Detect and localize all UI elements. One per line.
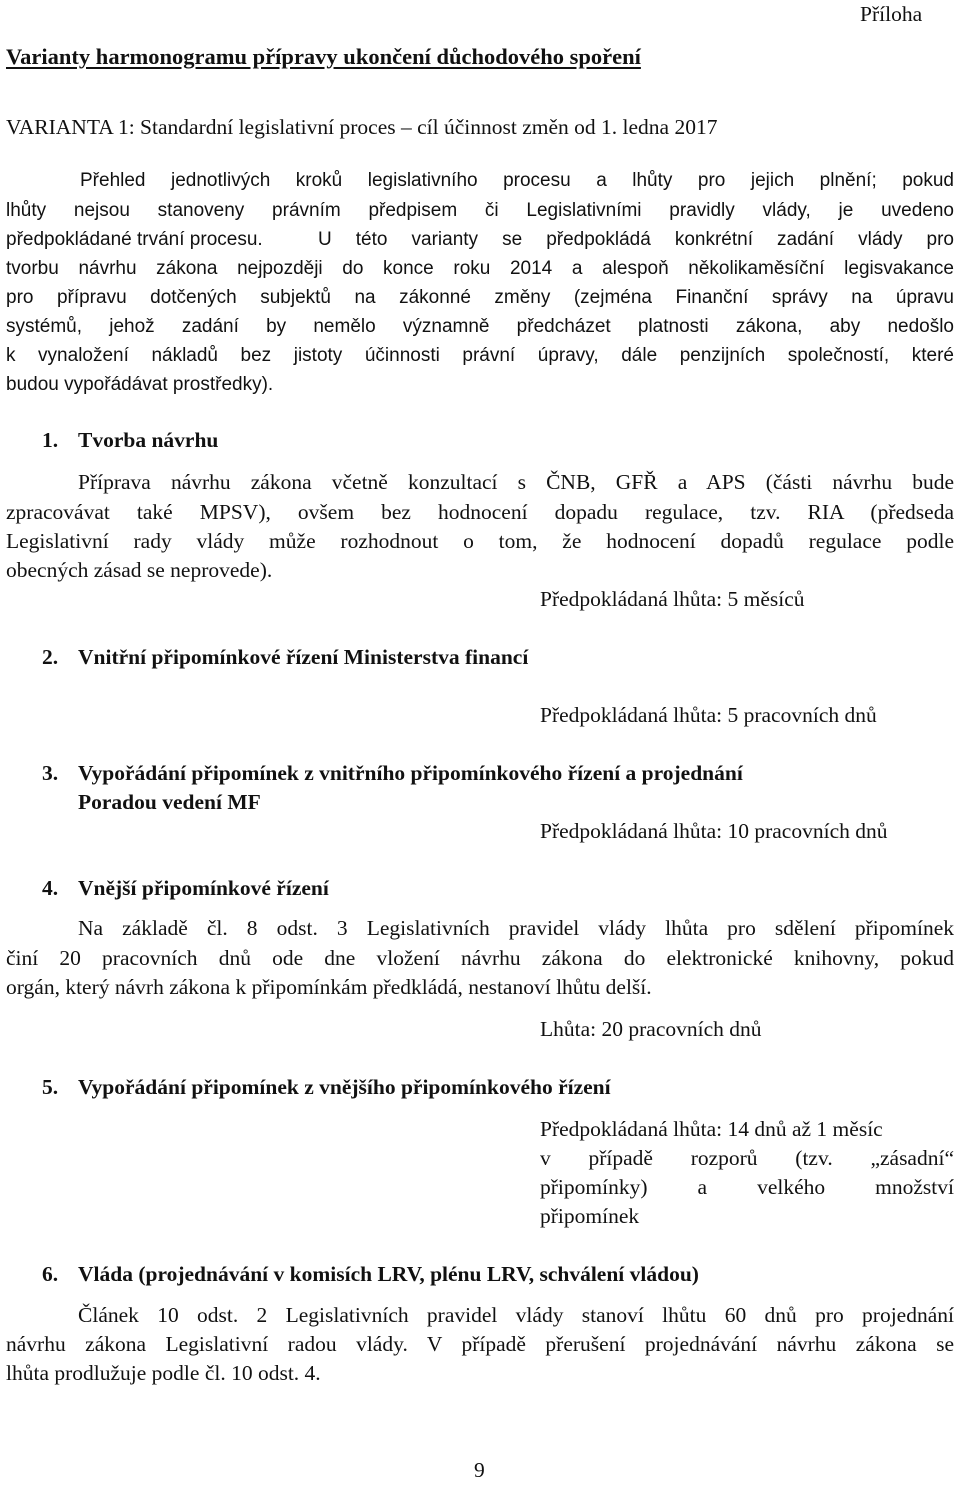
- step-body-line: Legislativní rady vlády může rozhodnout o tom, že hodnocení dopadů regulace podle: [6, 529, 954, 553]
- step-body-line: činí 20 pracovních dnů ode dne vložení návrhu zákona do elektronické knihovny, pokud: [6, 946, 954, 970]
- step-body-line: obecných zásad se neprovede).: [6, 558, 273, 582]
- step-deadline: v případě rozporů (tzv. „zásadní“: [540, 1146, 954, 1170]
- intro-line: systémů, jehož zadání by nemělo významně předcházet platnosti zákona, aby nedošlo: [6, 316, 954, 337]
- intro-line: lhůty nejsou stanoveny právním předpisem či Legislativními pravidly vlády, je uvedeno: [6, 200, 954, 221]
- variant-heading: VARIANTA 1: Standardní legislativní proces – cíl účinnost změn od 1. ledna 2017: [6, 115, 718, 139]
- intro-line: U této varianty se předpokládá konkrétní zadání vlády pro: [318, 229, 954, 250]
- document-title: Varianty harmonogramu přípravy ukončení důchodového spoření: [6, 44, 641, 69]
- intro-line: tvorbu návrhu zákona nejpozději do konce roku 2014 a alespoň několikaměsíční legisvakance: [6, 258, 954, 279]
- page-number: 9: [474, 1458, 485, 1482]
- intro-line: k vynaložení nákladů bez jistoty účinnosti právní úpravy, dále penzijních společností, které: [6, 345, 954, 366]
- intro-line: budou vypořádávat prostředky).: [6, 374, 274, 395]
- step-number: 3.: [42, 761, 59, 785]
- step-deadline: Předpokládaná lhůta: 5 měsíců: [540, 587, 805, 611]
- step-body-line: Na základě čl. 8 odst. 3 Legislativních pravidel vlády lhůta pro sdělení připomínek: [78, 916, 954, 940]
- intro-line: pro přípravu dotčených subjektů na zákonné změny (zejména Finanční správy na úpravu: [6, 287, 954, 308]
- step-body-line: zpracovávat také MPSV), ovšem bez hodnocení dopadu regulace, tzv. RIA (předseda: [6, 500, 954, 524]
- step-deadline: připomínek: [540, 1204, 640, 1228]
- step-number: 5.: [42, 1075, 59, 1099]
- step-title: Vypořádání připomínek z vnějšího připomínkového řízení: [78, 1075, 611, 1099]
- step-number: 6.: [42, 1262, 59, 1286]
- step-number: 1.: [42, 428, 59, 452]
- step-body-line: návrhu zákona Legislativní radou vlády. V případě přerušení projednávání návrhu zákona se: [6, 1332, 954, 1356]
- step-number: 4.: [42, 876, 59, 900]
- step-title: Vláda (projednávání v komisích LRV, plénu LRV, schválení vládou): [78, 1262, 699, 1286]
- step-title: Vnější připomínkové řízení: [78, 876, 329, 900]
- step-body-line: Článek 10 odst. 2 Legislativních pravidel vlády stanoví lhůtu 60 dnů pro projednání: [78, 1303, 954, 1327]
- step-number: 2.: [42, 645, 59, 669]
- step-title: Vnitřní připomínkové řízení Ministerstva financí: [78, 645, 529, 669]
- step-deadline: Předpokládaná lhůta: 10 pracovních dnů: [540, 819, 888, 843]
- step-body-line: orgán, který návrh zákona k připomínkám předkládá, nestanoví lhůtu delší.: [6, 975, 652, 999]
- step-title: Tvorba návrhu: [78, 428, 219, 452]
- attachment-label: Příloha: [860, 2, 923, 26]
- step-deadline: Předpokládaná lhůta: 14 dnů až 1 měsíc: [540, 1117, 883, 1141]
- step-title-continued: Poradou vedení MF: [78, 790, 261, 814]
- step-deadline: Lhůta: 20 pracovních dnů: [540, 1017, 762, 1041]
- step-title: Vypořádání připomínek z vnitřního připomínkového řízení a projednání: [78, 761, 743, 785]
- step-deadline: připomínky) a velkého množství: [540, 1175, 954, 1199]
- step-body-line: lhůta prodlužuje podle čl. 10 odst. 4.: [6, 1361, 321, 1385]
- step-body-line: Příprava návrhu zákona včetně konzultací s ČNB, GFŘ a APS (části návrhu bude: [78, 470, 954, 494]
- intro-line: předpokládané trvání procesu.: [6, 229, 263, 250]
- intro-line: Přehled jednotlivých kroků legislativního procesu a lhůty pro jejich plnění; pokud: [80, 170, 954, 191]
- step-deadline: Předpokládaná lhůta: 5 pracovních dnů: [540, 703, 877, 727]
